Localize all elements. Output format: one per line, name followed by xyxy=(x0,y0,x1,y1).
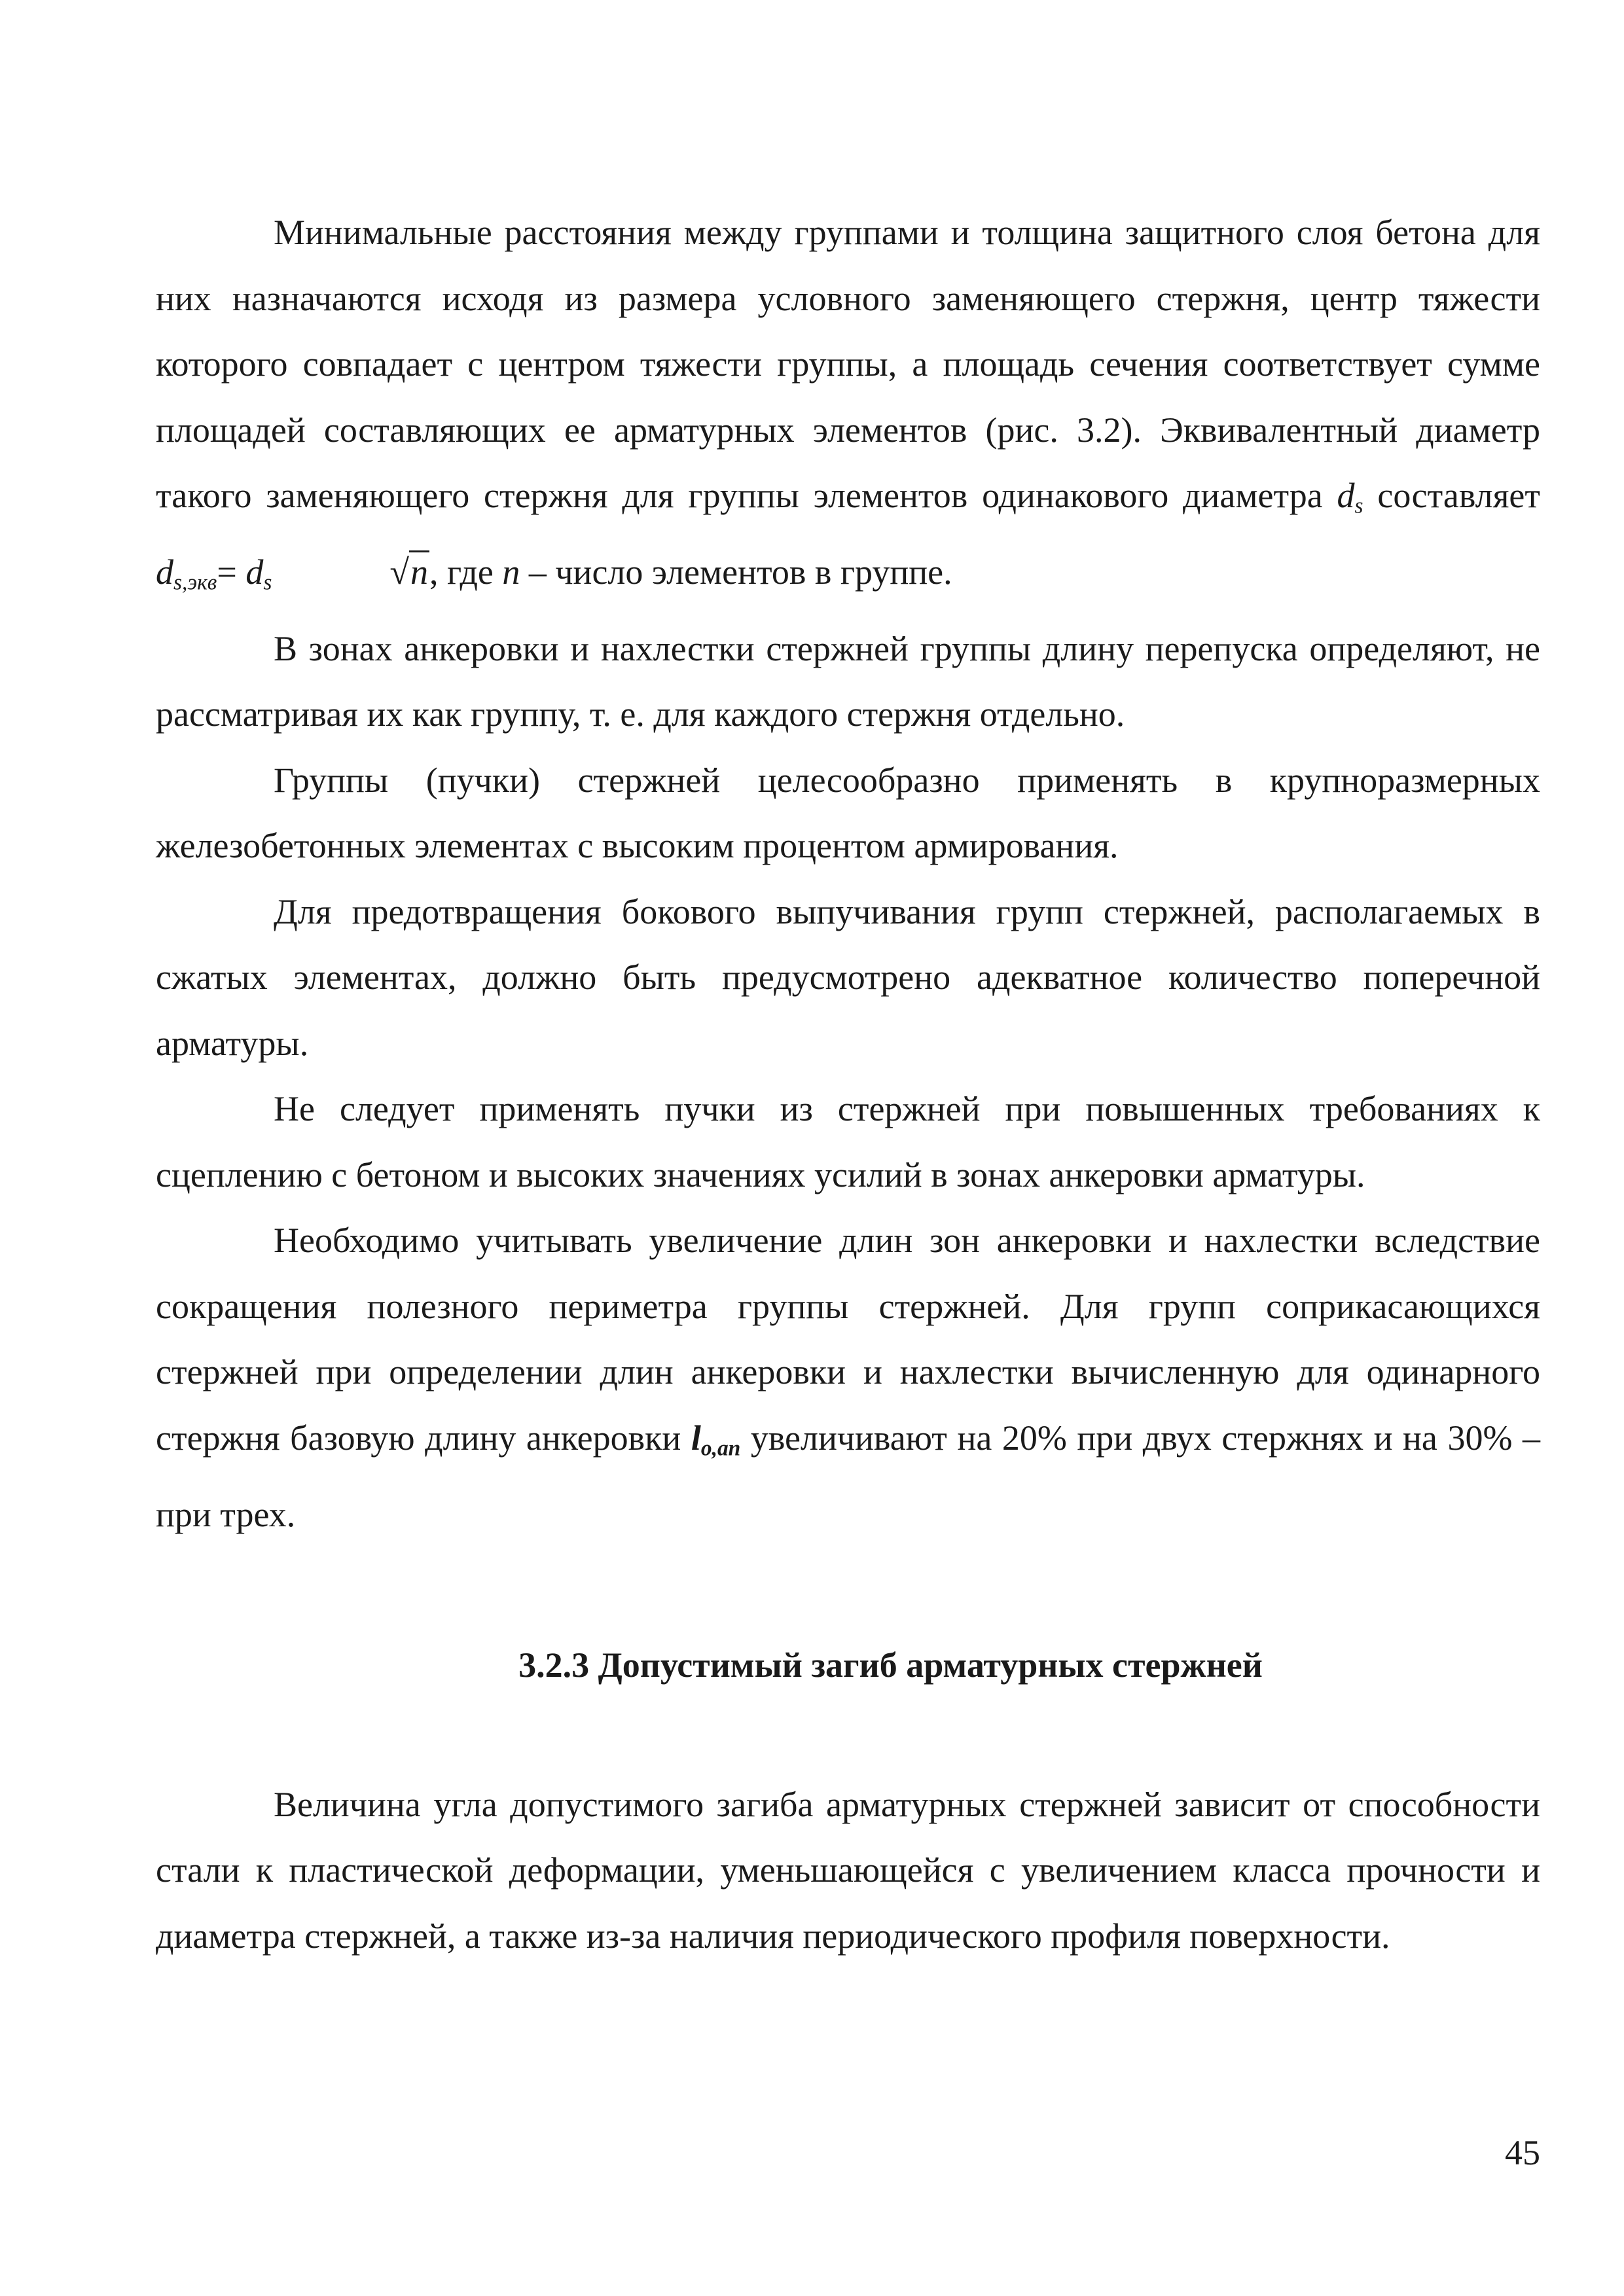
paragraph-text: увеличивают на 20% при двух стержнях и на 30% – при трех. xyxy=(156,1418,1540,1534)
paragraph-bend-angle: Величина угла допустимого загиба арматурных стержней зависит от способности стали к пластической деформации, уменьшающейся с увеличением класса прочности и диаметра стержней, а также из-за наличия периодического профиля поверхности. xyxy=(156,1784,1540,1956)
paragraph-anchorage-length xyxy=(156,1208,1540,1547)
paragraph-bundles-usage: Группы (пучки) стержней целесообразно применять в крупноразмерных железобетонных элементах с высоким процентом армирования. xyxy=(156,760,1540,866)
page-content xyxy=(156,200,1540,1969)
paragraph-text: – число элементов в группе. xyxy=(520,552,952,592)
paragraph-anchorage-zones: В зонах анкеровки и нахлестки стержней группы длину перепуска определяют, не рассматривая их как группу, т. е. для каждого стержня отдельно. xyxy=(156,628,1540,734)
formula-equivalent-diameter: $d_{s,экв}= d_s$ √n xyxy=(156,552,429,592)
section-heading: 3.2.3 Допустимый загиб арматурных стержней xyxy=(518,1645,1263,1685)
paragraph-restrictions: Не следует применять пучки из стержней при повышенных требованиях к сцеплению с бетоном и высоких значениях усилий в зонах анкеровки арматуры. xyxy=(156,1089,1540,1194)
square-root: √n xyxy=(272,539,429,605)
paragraph-min-distances xyxy=(156,200,1540,616)
symbol-n: n xyxy=(502,552,520,592)
paragraph-text: составляет xyxy=(1363,476,1540,515)
paragraph-text: , где xyxy=(429,552,503,592)
symbol-ds: $d_s$ xyxy=(1337,476,1363,518)
page-number: 45 xyxy=(1505,2133,1540,2172)
paragraph-text: Необходимо учитывать увеличение длин зон анкеровки и нахлестки вследствие сокращения полезного периметра группы стержней. Для групп соприкасающихся стержней при определении длин анкеровки и нахлестки вычисленную для одинарного стержня базовую длину анкеровки xyxy=(156,1221,1540,1458)
paragraph-text: Минимальные расстояния между группами и толщина защитного слоя бетона для них назначаются исходя из размера условного заменяющего стержня, центр тяжести которого совпадает с центром тяжести группы, а площадь сечения соответствует сумме площадей составляющих ее арматурных элементов (рис. 3.2). Эквивалентный диаметр такого заменяющего стержня для группы элементов одинакового диаметра xyxy=(156,213,1540,515)
symbol-l-o-an: lo,an xyxy=(691,1418,741,1461)
paragraph-buckling: Для предотвращения бокового выпучивания групп стержней, располагаемых в сжатых элементах, должно быть предусмотрено адекватное количество поперечной арматуры. xyxy=(156,891,1540,1063)
